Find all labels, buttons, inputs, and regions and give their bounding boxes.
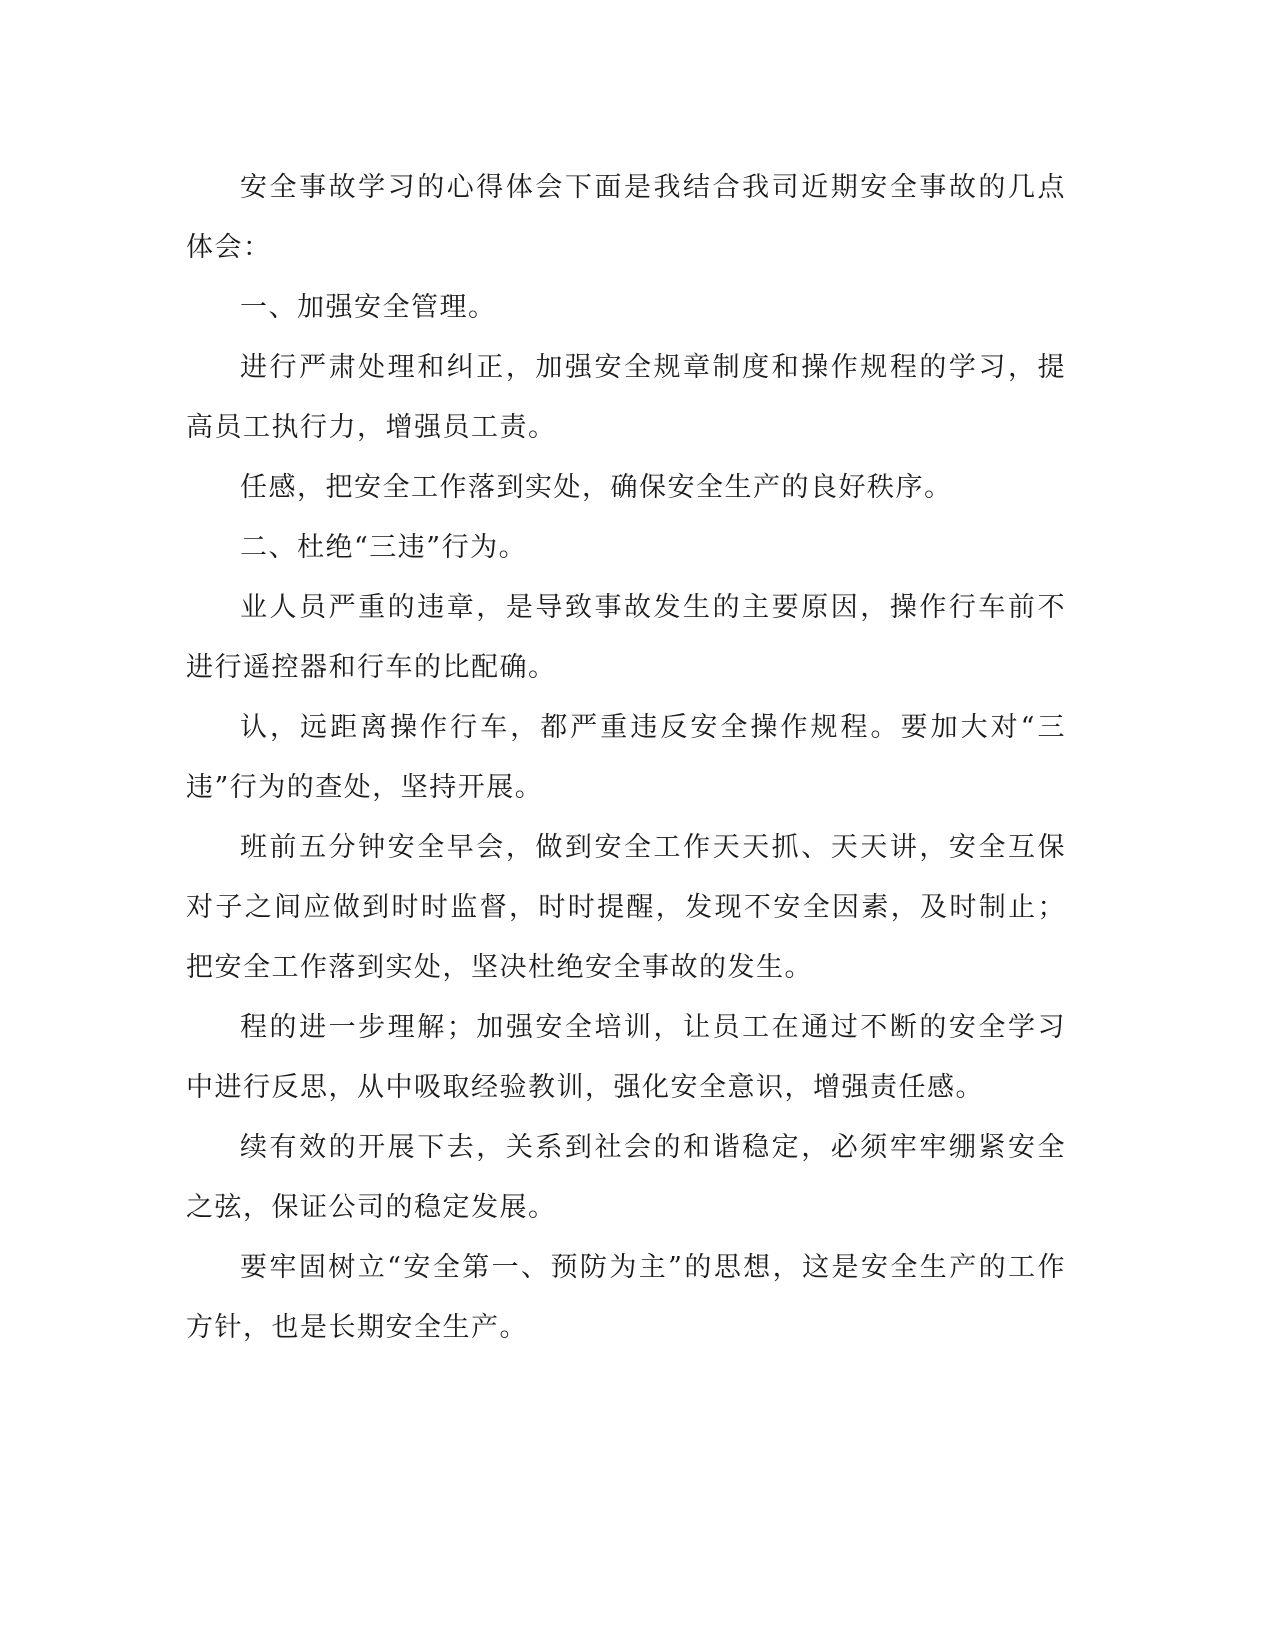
document-body — [186, 158, 1066, 1358]
paragraph-management-2: 任感，把安全工作落到实处，确保安全生产的良好秩序。 — [240, 472, 953, 503]
paragraph-management-1: 进行严肃处理和纠正，加强安全规章制度和操作规程的学习，提高员工执行力，增强员工责。 — [186, 352, 1066, 443]
paragraph-violations-2: 认，远距离操作行车，都严重违反安全操作规程。要加大对“三违”行为的查处，坚持开展。 — [186, 712, 1066, 803]
paragraph-intro: 安全事故学习的心得体会下面是我结合我司近期安全事故的几点体会： — [186, 172, 1066, 263]
paragraph-safety-first: 要牢固树立“安全第一、预防为主”的思想，这是安全生产的工作方针，也是长期安全生产。 — [186, 1252, 1066, 1343]
heading-strengthen-management: 一、加强安全管理。 — [240, 292, 497, 323]
paragraph-violations-1: 业人员严重的违章，是导致事故发生的主要原因，操作行车前不进行遥控器和行车的比配确。 — [186, 592, 1066, 683]
heading-three-violations: 二、杜绝“三违”行为。 — [240, 532, 528, 563]
paragraph-morning-meeting: 班前五分钟安全早会，做到安全工作天天抓、天天讲，安全互保对子之间应做到时时监督，时时提醒，发现不安全因素，及时制止；把安全工作落到实处，坚决杜绝安全事故的发生。 — [186, 832, 1066, 983]
paragraph-stability: 续有效的开展下去，关系到社会的和谐稳定，必须牢牢绷紧安全之弦，保证公司的稳定发展。 — [186, 1132, 1066, 1223]
paragraph-training: 程的进一步理解；加强安全培训，让员工在通过不断的安全学习中进行反思，从中吸取经验教训，强化安全意识，增强责任感。 — [186, 1012, 1066, 1103]
